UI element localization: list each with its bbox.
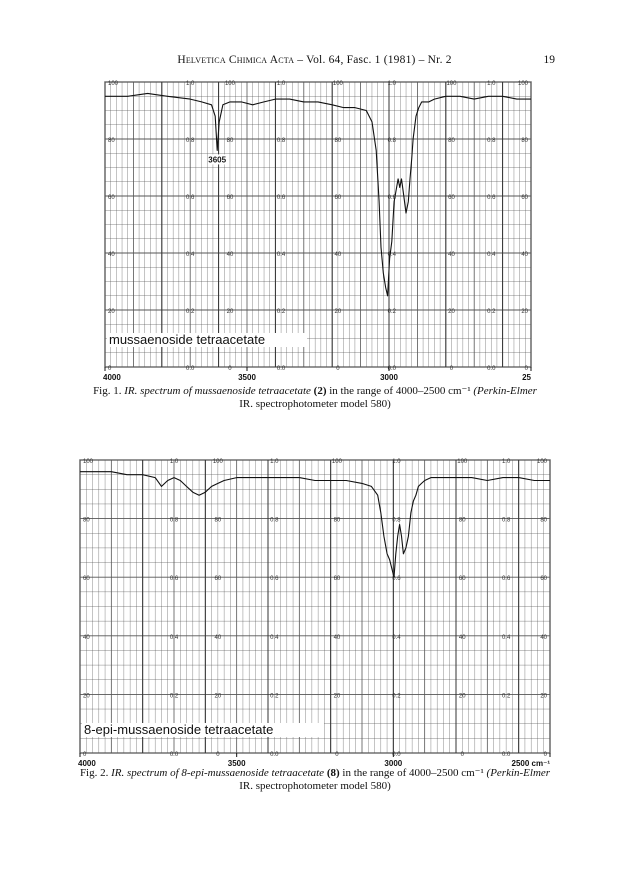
chart1-xtick-label: 3500 xyxy=(238,373,256,382)
chart2-ytick-label: 0.4 xyxy=(169,634,179,641)
chart2-ytick-label: 0.0 xyxy=(169,752,179,758)
chart1-ytick-label: 0 xyxy=(449,366,454,372)
chart1-ytick-label: 1.0 xyxy=(276,81,286,87)
chart1-ytick-label: 0.6 xyxy=(276,195,286,201)
chart2-ytick-label: 1.0 xyxy=(501,459,511,465)
chart2-ytick-label: 100 xyxy=(83,459,94,465)
journal-issue: – Vol. 64, Fasc. 1 (1981) – Nr. 2 xyxy=(297,54,452,66)
chart2-ytick-label: 0.0 xyxy=(270,752,279,758)
chart2-ytick-label: 20 xyxy=(83,693,90,700)
chart2-ytick-label: 80 xyxy=(83,517,90,524)
journal-line xyxy=(0,54,629,66)
figure-2-compound-number: (8) xyxy=(326,767,340,779)
figure-1-label: Fig. 1. xyxy=(93,385,122,397)
chart2-ytick-label: 0 xyxy=(83,752,87,758)
chart2-ytick-label: 0.4 xyxy=(392,634,401,641)
chart1-ytick-label: 0.8 xyxy=(186,138,195,144)
chart1-ytick-label: 0.8 xyxy=(487,138,496,144)
chart1-ytick-label: 0.4 xyxy=(276,252,286,258)
chart1-ytick-label: 1.0 xyxy=(186,81,195,87)
chart1-ytick-label: 0.8 xyxy=(387,138,397,144)
chart2-ytick-label: 100 xyxy=(536,459,547,465)
journal-name: Helvetica Chimica Acta xyxy=(177,54,295,66)
chart2-ytick-label: 20 xyxy=(458,693,466,700)
chart1-ytick-label: 100 xyxy=(224,81,235,87)
chart2-ytick-label: 20 xyxy=(333,693,341,700)
chart1-ytick-label: 100 xyxy=(517,81,528,87)
figure-1-title: spectrum of mussaenoside tetraacetate xyxy=(140,385,311,397)
chart2-ytick-label: 0 xyxy=(216,752,220,758)
chart1-ytick-label: 100 xyxy=(332,81,343,87)
figure-2-caption xyxy=(60,767,570,793)
chart2-ytick-label: 60 xyxy=(214,576,222,583)
chart1-ytick-label: 60 xyxy=(521,195,528,201)
chart1-ytick-label: 60 xyxy=(226,195,234,201)
chart1-xtick-label: 3000 xyxy=(380,373,398,382)
chart2-ytick-label: 40 xyxy=(540,634,547,641)
chart1-ytick-label: 0 xyxy=(524,366,528,372)
chart2-ytick-label: 80 xyxy=(214,517,222,524)
chart1-ytick-label: 1.0 xyxy=(487,81,496,87)
chart1-ytick-label: 40 xyxy=(521,252,528,258)
chart1-ytick-label: 20 xyxy=(226,309,234,315)
chart2-xtick-label: 3000 xyxy=(384,759,403,768)
chart1-ytick-label: 60 xyxy=(448,195,455,201)
chart2-ytick-label: 0.0 xyxy=(392,752,401,758)
chart2-ytick-label: 80 xyxy=(540,517,547,524)
chart2-ytick-label: 0.4 xyxy=(501,634,511,641)
chart2-ytick-label: 40 xyxy=(333,634,341,641)
chart1-peak-annotation: 3605 xyxy=(208,155,227,165)
figure-2-label: Fig. 2. xyxy=(79,767,109,779)
chart1-ytick-label: 0.4 xyxy=(186,252,195,258)
chart2-ytick-label: 100 xyxy=(212,459,223,465)
chart2-ytick-label: 0.8 xyxy=(392,517,401,524)
figure-1-caption xyxy=(60,385,570,411)
chart2-ytick-label: 0.8 xyxy=(169,517,179,524)
chart2-ytick-label: 1.0 xyxy=(392,459,401,465)
page-number: 19 xyxy=(543,54,555,66)
chart1-ytick-label: 20 xyxy=(334,309,342,315)
chart2-ytick-label: 0.4 xyxy=(270,634,279,641)
chart1-xtick-label: 25 xyxy=(522,373,531,382)
figure-2-caption-line-2: IR. spectrophotometer model 580) xyxy=(239,780,391,792)
chart2-ytick-label: 0.6 xyxy=(169,576,179,583)
chart2-ytick-label: 40 xyxy=(458,634,466,641)
chart2-ytick-label: 0.2 xyxy=(501,693,511,700)
chart1-xtick-label: 4000 xyxy=(103,373,121,382)
figure-1-caption-line-1 xyxy=(60,385,570,398)
chart1-ytick-label: 100 xyxy=(446,81,457,87)
figure-2-title: spectrum of 8-epi-mussaenoside tetraacetate xyxy=(127,767,325,779)
chart1-ytick-label: 0 xyxy=(108,366,112,372)
chart2-ytick-label: 40 xyxy=(83,634,90,641)
chart1-ytick-label: 0.6 xyxy=(487,195,496,201)
chart2-ytick-label: 20 xyxy=(540,693,547,700)
chart2-ytick-label: 0.2 xyxy=(169,693,179,700)
chart2-ytick-label: 60 xyxy=(540,576,547,583)
chart2-ytick-label: 0.6 xyxy=(392,576,401,583)
chart1-ytick-label: 20 xyxy=(108,309,115,315)
chart1-ytick-label: 20 xyxy=(521,309,528,315)
figure-2-caption-line-1 xyxy=(60,767,570,780)
figure-2-ir: IR. xyxy=(111,767,125,779)
figure-2-instrument: (Perkin-Elmer xyxy=(486,767,551,779)
chart2-ytick-label: 0.0 xyxy=(501,752,511,758)
chart2-ytick-label: 0.8 xyxy=(501,517,511,524)
figure-1-compound-number: (2) xyxy=(313,385,327,397)
chart1-ytick-label: 80 xyxy=(448,138,455,144)
chart1-ytick-label: 0.2 xyxy=(387,309,397,315)
chart2-xtick-label: 2500 cm⁻¹ xyxy=(511,759,550,768)
chart1-ytick-label: 1.0 xyxy=(387,81,397,87)
chart1-ytick-label: 60 xyxy=(108,195,115,201)
chart1-ytick-label: 0.2 xyxy=(487,309,496,315)
chart2-ytick-label: 20 xyxy=(214,693,222,700)
chart1-ytick-label: 0.6 xyxy=(186,195,195,201)
ir-spectrum-chart-1 xyxy=(95,80,535,380)
chart1-ytick-label: 0.0 xyxy=(186,366,195,372)
chart2-ytick-label: 0 xyxy=(460,752,464,758)
chart2-ytick-label: 100 xyxy=(457,459,468,465)
chart1-ytick-label: 80 xyxy=(108,138,115,144)
chart2-ytick-label: 100 xyxy=(331,459,342,465)
chart2-ytick-label: 0.8 xyxy=(270,517,279,524)
chart1-ytick-label: 0.0 xyxy=(387,366,397,372)
chart1-ytick-label: 0.2 xyxy=(186,309,195,315)
ir-spectrum-chart-2 xyxy=(78,458,553,766)
chart2-ytick-label: 0 xyxy=(335,752,339,758)
figure-1-instrument: (Perkin-Elmer xyxy=(473,385,537,397)
chart1-ytick-label: 60 xyxy=(334,195,342,201)
chart1-ytick-label: 80 xyxy=(334,138,342,144)
chart1-ytick-label: 20 xyxy=(448,309,455,315)
chart2-ytick-label: 80 xyxy=(458,517,466,524)
chart1-ytick-label: 0 xyxy=(336,366,340,372)
chart1-ytick-label: 0.4 xyxy=(487,252,496,258)
chart2-ytick-label: 60 xyxy=(458,576,466,583)
figure-2-range: in the range of 4000–2500 cm⁻¹ xyxy=(342,767,484,779)
chart1-ytick-label: 0.0 xyxy=(276,366,286,372)
chart2-ytick-label: 1.0 xyxy=(169,459,179,465)
chart2-ytick-label: 0.6 xyxy=(501,576,511,583)
chart1-ytick-label: 80 xyxy=(226,138,234,144)
chart1-ytick-label: 0 xyxy=(228,366,232,372)
chart2-ytick-label: 0 xyxy=(543,752,547,758)
chart2-sample-label: 8-epi-mussaenoside tetraacetate xyxy=(84,722,274,737)
chart1-ytick-label: 100 xyxy=(108,81,119,87)
chart2-ytick-label: 60 xyxy=(333,576,341,583)
chart1-ytick-label: 0.4 xyxy=(387,252,397,258)
chart1-ytick-label: 0.8 xyxy=(276,138,286,144)
chart2-ytick-label: 0.6 xyxy=(270,576,279,583)
figure-1-ir: IR. xyxy=(124,385,138,397)
chart1-ytick-label: 0.0 xyxy=(487,366,496,372)
chart2-ytick-label: 0.2 xyxy=(270,693,279,700)
chart2-ytick-label: 0.2 xyxy=(392,693,401,700)
chart1-ytick-label: 0.2 xyxy=(276,309,286,315)
chart1-ytick-label: 40 xyxy=(108,252,115,258)
chart2-ytick-label: 60 xyxy=(83,576,90,583)
chart2-ytick-label: 40 xyxy=(214,634,222,641)
chart2-xtick-label: 4000 xyxy=(78,759,96,768)
running-header xyxy=(0,54,629,70)
figure-1-range: in the range of 4000–2500 cm⁻¹ xyxy=(329,385,471,397)
chart1-ytick-label: 0.6 xyxy=(387,195,397,201)
chart1-ytick-label: 40 xyxy=(334,252,342,258)
chart2-ytick-label: 80 xyxy=(333,517,341,524)
figure-1-caption-line-2: IR. spectrophotometer model 580) xyxy=(239,398,391,410)
chart2-xtick-label: 3500 xyxy=(227,759,246,768)
chart2-ytick-label: 1.0 xyxy=(270,459,279,465)
chart1-sample-label: mussaenoside tetraacetate xyxy=(109,332,266,347)
chart1-ytick-label: 40 xyxy=(448,252,455,258)
chart1-ytick-label: 80 xyxy=(521,138,528,144)
chart1-ytick-label: 40 xyxy=(226,252,234,258)
